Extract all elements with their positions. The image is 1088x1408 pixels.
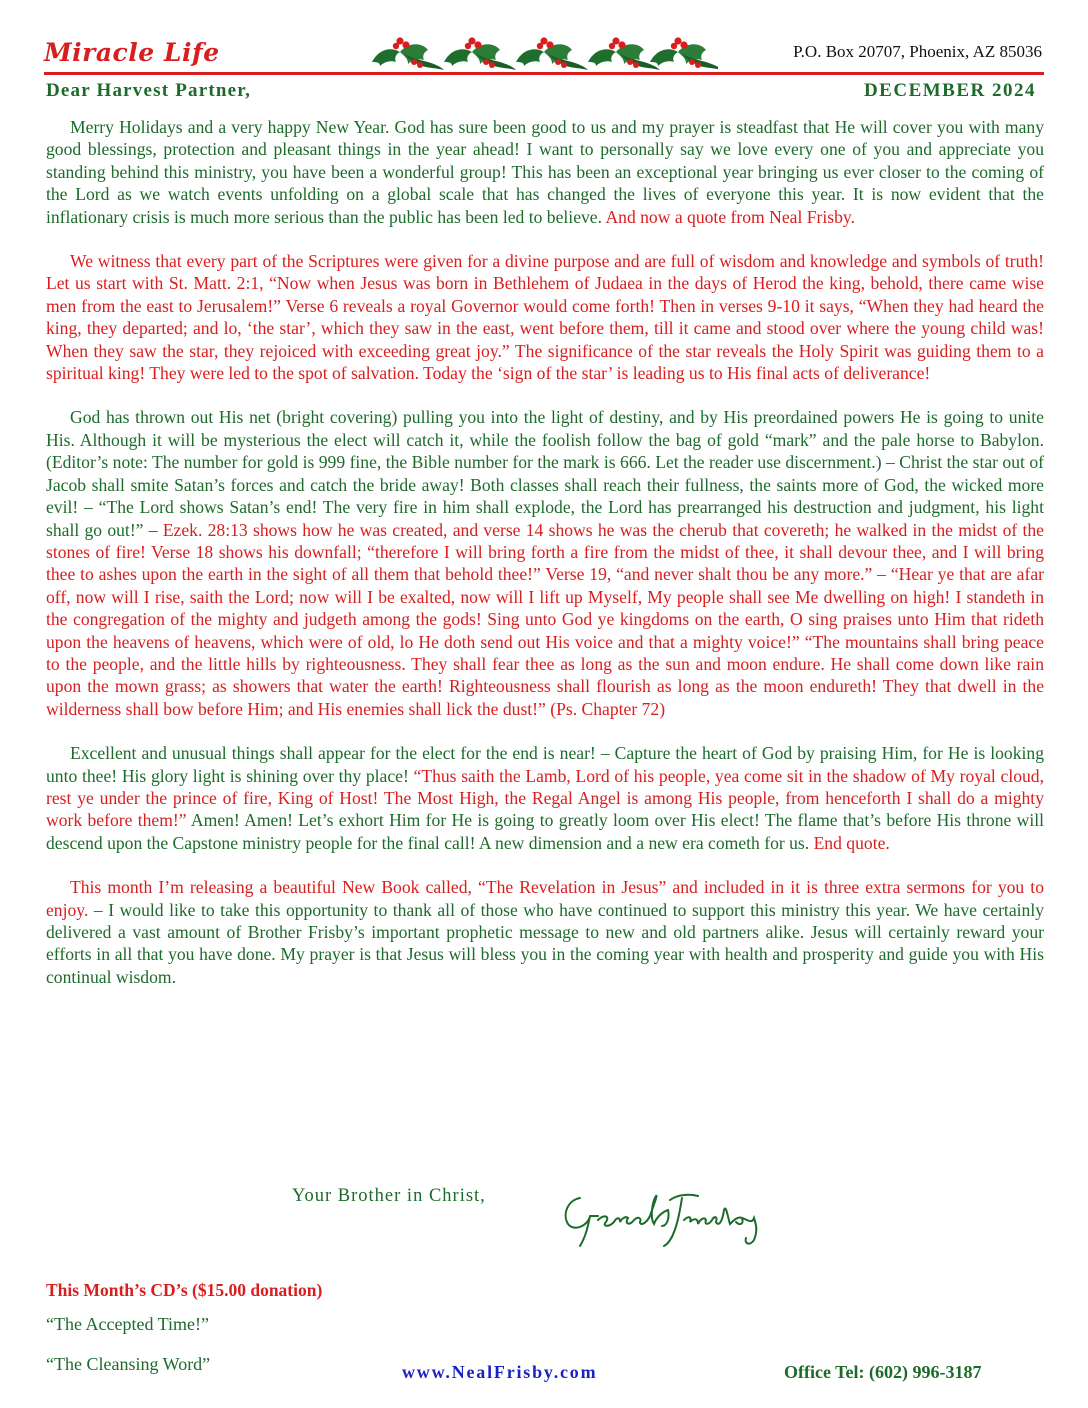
text-run: Ezek. 28:13 shows how he was created, and verse 14 shows he was the cherub that covereth; he walked in the midst of the stones of fire! Verse 18 shows his downfall; “therefore I will bring forth a fire from the midst of thee, it shall devour thee, and I will bring thee to ashes upon the earth in the sight of all them that behold thee!” Verse 19, “and never shalt thou be any more.” – “Hear ye that are afar off, now will I rise, saith the Lord; now will I be exalted, now will I lift up Myself, My people shall see Me dwelling on high! I standeth in the congregation of the mighty and judgeth among the gods! Sing unto God ye kingdoms on the earth, O sing praises unto Him that rideth upon the heavens of heavens, which were of old, lo He doth send out His voice and that a mighty voice!” “The mountains shall bring peace to the people, and the little hills by righteousness. They shall fear thee as long as the sun and moon endure. He shall come down like rain upon the mown grass; as showers that water the earth! Righteousness shall flourish as long as the moon endureth! They that dwell in the wilderness shall bow before Him; and His enemies shall lick the dust!” (Ps. Chapter 72) [46, 519, 1044, 719]
website-link[interactable]: www.NealFrisby.com [402, 1362, 598, 1382]
text-run: – I would like to take this opportunity to thank all of those who have continued to support this ministry this year. We have certainly delivered a vast amount of Brother Frisby’s important prophetic message to new and old partners alike. Jesus will certainly reward your efforts in all that you have done. My prayer is that Jesus will bless you in the coming year with health and prosperity and guide you with His continual wisdom. [46, 899, 1045, 987]
paragraph [46, 406, 1044, 720]
text-run: We witness that every part of the Scriptures were given for a divine purpose and are full of wisdom and knowledge and symbols of truth! Let us start with St. Matt. 2:1, “Now when Jesus was born in Bethlehem of Judaea in the days of Herod the king, behold, there came wise men from the east to Jerusalem!” Verse 6 reveals a royal Governor would come forth! Then in verses 9-10 it says, “When they had heard the king, they departed; and lo, ‘the star’, which they saw in the east, went before them, till it came and stood over where the young child was! When they saw the star, they rejoiced with exceeding great joy.” The significance of the star reveals the Holy Spirit was guiding them to a spiritual king! They were led to the spot of salvation. Today the ‘sign of the star’ is leading us to His final acts of deliverance! [46, 251, 1044, 384]
paragraph [46, 116, 1044, 228]
letterhead [44, 30, 1044, 76]
text-run: God has thrown out His net (bright covering) pulling you into the light of destiny, and by His preordained powers He is going to unite His. Although it will be mysterious the elect will catch it, while the foolish follow the bag of gold “mark” and the pale horse to Babylon. (Editor’s note: The number for gold is 999 fine, the Bible number for the mark is 666. Let the reader use discernment.) – Christ the star out of Jacob shall smite Satan’s forces and catch the bride away! Both classes shall reach their fullness, the saints more of God, the wicked more evil! – “The Lord shows Satan’s end! The very fire in him shall explode, the Lord has prearranged his destruction and judgment, his light shall go out!” – [46, 407, 1044, 540]
mailing-address: P.O. Box 20707, Phoenix, AZ 85036 [793, 42, 1042, 61]
quote-intro: And now a quote from Neal Frisby. [605, 206, 855, 227]
brand-logo: Miracle Life [44, 38, 220, 67]
text-run: Excellent and unusual things shall appear for the elect for the end is near! – Capture the heart of God by praising Him, for He is looking unto thee! His glory light is shining over thy place! [46, 743, 1044, 786]
office-phone: Office Tel: (602) 996-3187 [784, 1362, 982, 1382]
letter-body [46, 116, 1044, 1010]
salutation: Dear Harvest Partner, [46, 80, 252, 101]
end-quote: End quote. [813, 832, 890, 853]
header-divider [44, 72, 1044, 75]
cd-item: “The Accepted Time!” [46, 1314, 209, 1334]
cd-item: “The Cleansing Word” [46, 1354, 211, 1374]
holly-garland-icon [370, 32, 718, 72]
letter-date: DECEMBER 2024 [863, 80, 1036, 101]
paragraph [46, 250, 1044, 384]
text-run: “Thus saith the Lamb, Lord of his people, yea come sit in the shadow of My royal cloud, rest ye under the prince of fire, King of Host! The Most High, the Regal Angel is among His people, from henceforth I shall do a mighty work before them!” [46, 765, 1044, 831]
paragraph [46, 876, 1044, 988]
closing-line: Your Brother in Christ, [292, 1186, 486, 1206]
paragraph [46, 742, 1044, 854]
text-run: Merry Holidays and a very happy New Year. God has sure been good to us and my prayer is steadfast that He will cover you with many good blessings, protection and pleasant things in the year ahead! I want to personally say we love every one of you and appreciate you standing behind this ministry, you have been a wonderful group! This has been an exceptional year bringing us ever closer to the coming of the Lord as we watch events unfolding on a global scale that has changed the lives of everyone this year. It is now evident that the inflationary crisis is much more serious than the public has been led to believe. [46, 117, 1044, 227]
text-run: Amen! Amen! Let’s exhort Him for He is going to greatly loom over His elect! The flame that’s before His throne will descend upon the Capstone ministry people for the final call! A new dimension and a new era cometh for us. [46, 810, 1044, 853]
cd-offer-title: This Month’s CD’s ($15.00 donation) [46, 1280, 323, 1300]
signature-image [558, 1180, 780, 1254]
text-run: This month I’m releasing a beautiful New Book called, “The Revelation in Jesus” and included in it is three extra sermons for you to enjoy. [46, 877, 1044, 920]
